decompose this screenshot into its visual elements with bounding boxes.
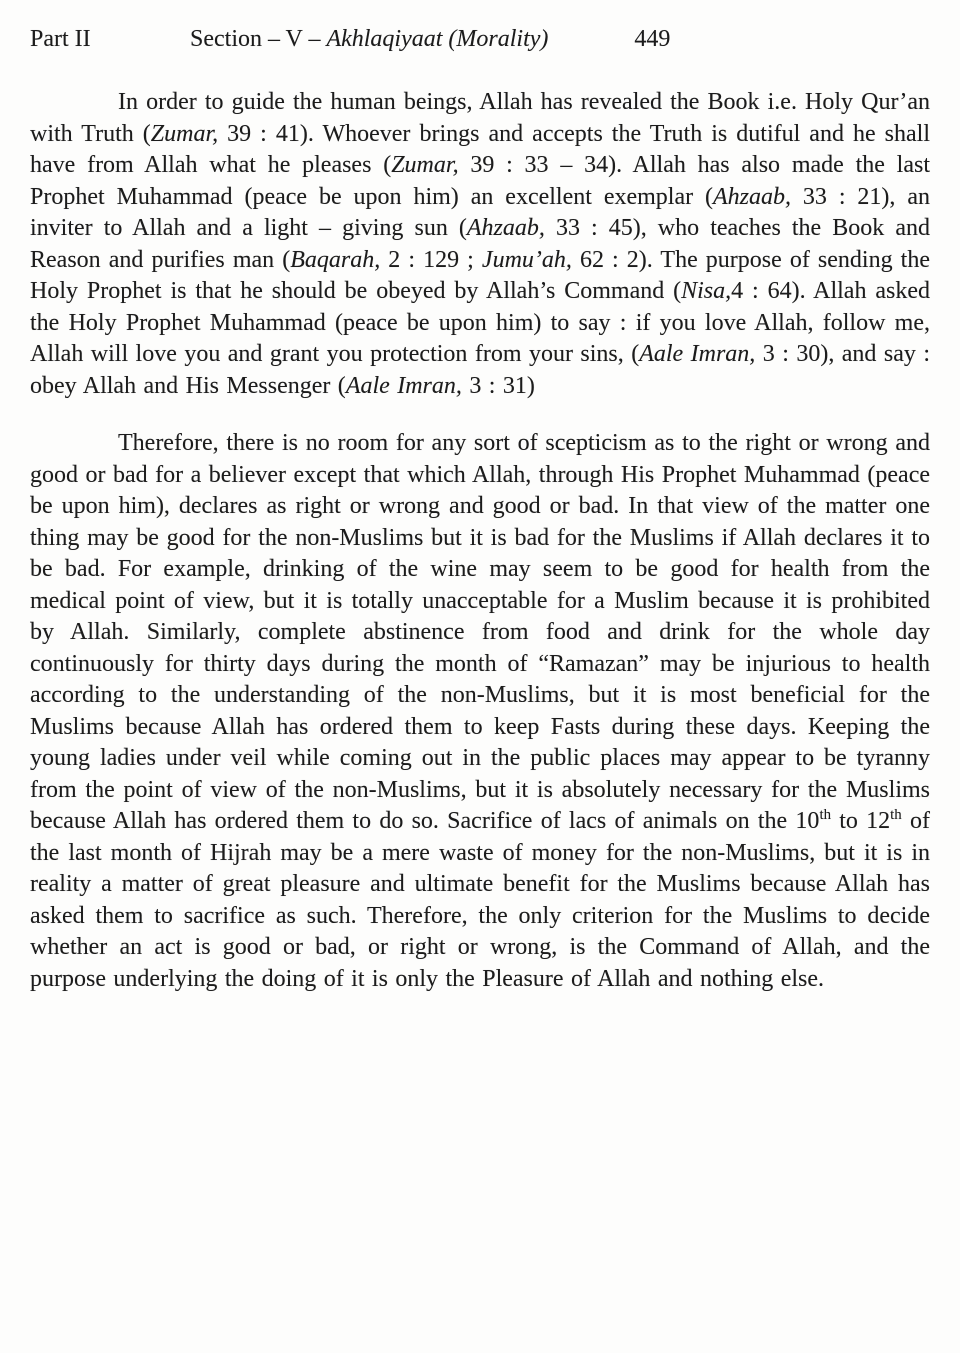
part-label: Part II [30,26,91,52]
paragraph-guidance: In order to guide the human beings, Allah has revealed the Book i.e. Holy Qur’an with Truth (Zumar, 39 : 41). Whoever brings and accepts the Truth is dutiful and he shall have from Allah what he pleases (Zumar, 39 : 33 – 34). Allah has also made the last Prophet Muhammad (peace be upon him) an excellent exemplar (Ahzaab, 33 : 21), an inviter to Allah and a light – giving sun (Ahzaab, 33 : 45), who teaches the Book and Reason and purifies man (Baqarah, 2 : 129 ; Jumu’ah, 62 : 2). The purpose of sending the Holy Prophet is that he should be obeyed by Allah’s Command (Nisa,4 : 64). Allah asked the Holy Prophet Muhammad (peace be upon him) to say : if you love Allah, follow me, Allah will love you and grant you protection from your sins, (Aale Imran, 3 : 30), and say : obey Allah and His Messenger (Aale Imran, 3 : 31) [30,89,931,399]
paragraph-criterion: Therefore, there is no room for any sort of scepticism as to the right or wrong and good or bad for a believer except that which Allah, through His Prophet Muhammad (peace be upon him), declares as right or wrong and good or bad. In that view of the matter one thing may be good for the non-Muslims but it is bad for the Muslims if Allah declares it to be bad. For example, drinking of the wine may seem to be good for health from the medical point of view, but it is totally unacceptable for a Muslim because it is prohibited by Allah. Similarly, complete abstinence from food and drink for the whole day continuously for thirty days during the month of “Ramazan” may be injurious to health according to the understanding of the non-Muslims, but it is most beneficial for the Muslims because Allah has ordered them to keep Fasts during these days. Keeping the young ladies under veil while coming out in the public places may appear to be tyranny from the point of view of the non-Muslims, but it is absolutely necessary for the Muslims because Allah has ordered them to do so. Sacrifice of lacs of animals on the 10th to 12th of the last month of Hijrah may be a mere waste of money for the non-Muslims, but it is in reality a matter of great pleasure and ultimate benefit for the Muslims because Allah has asked them to sacrifice as such. Therefore, the only criterion for the Muslims to decide whether an act is good or bad, or right or wrong, is the Command of Allah, and the purpose underlying the doing of it is only the Pleasure of Allah and nothing else. [30,430,930,992]
page-number: 449 [634,26,671,52]
page-header [30,26,930,53]
section-heading: Section – V – Akhlaqiyaat (Morality) [190,26,549,52]
